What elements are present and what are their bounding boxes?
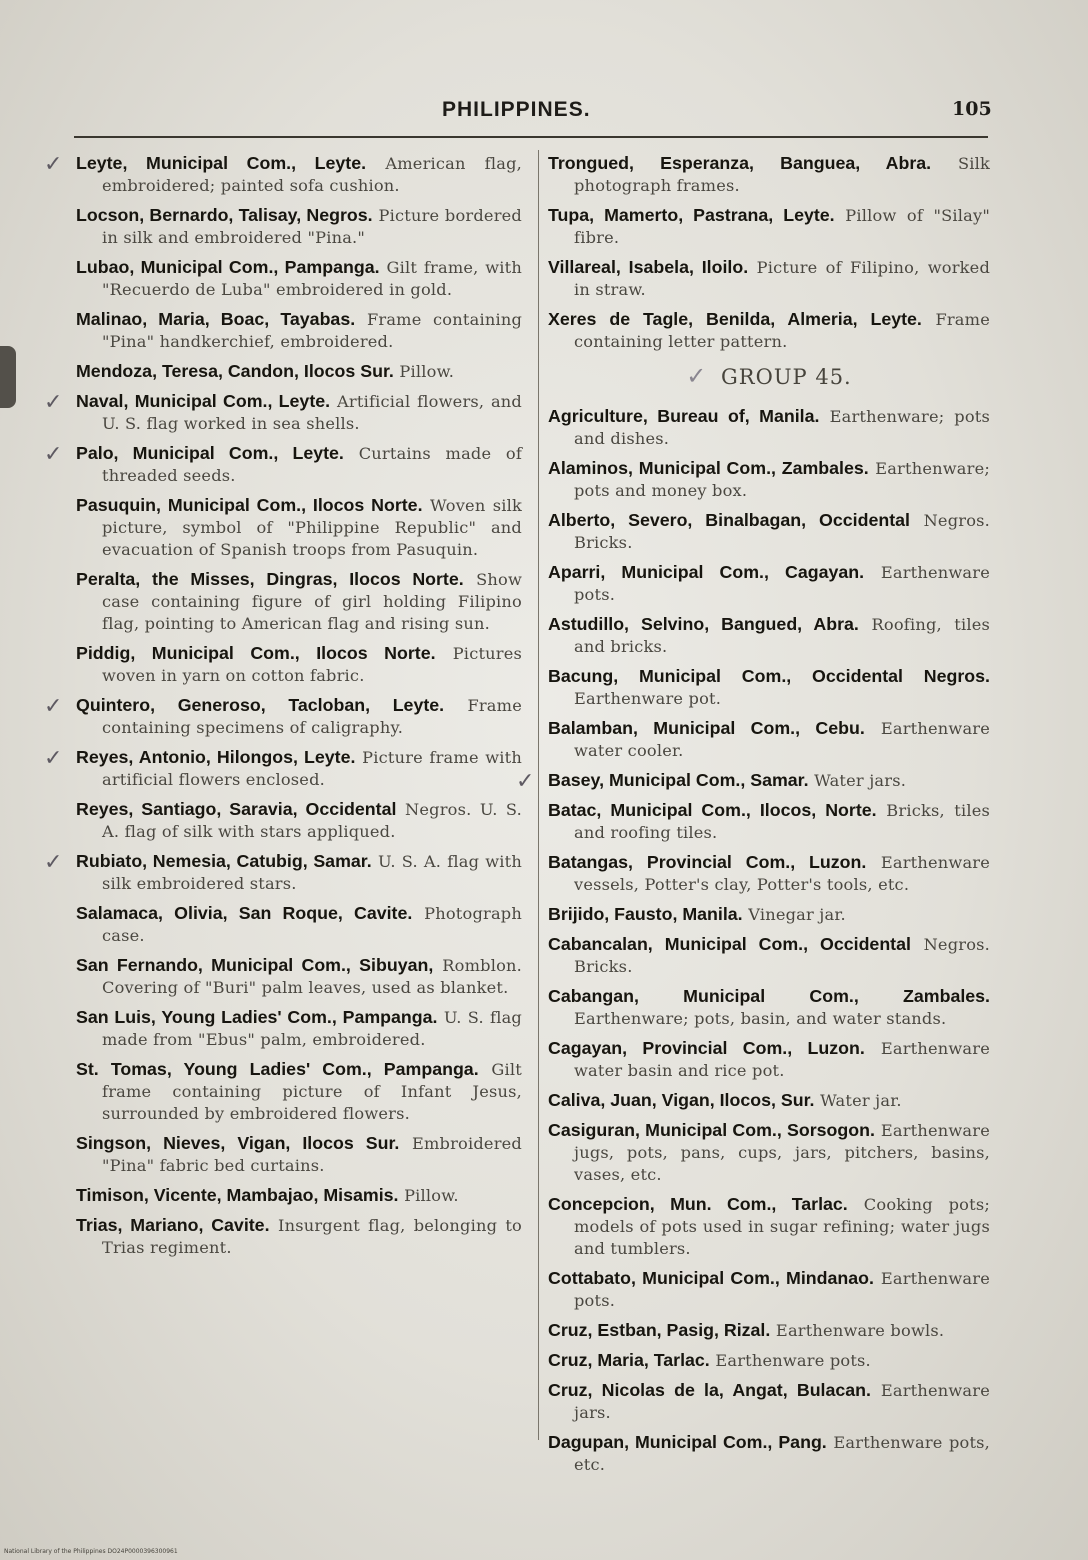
- exhibitor-name: Batac, Municipal Com., Ilocos, Norte.: [548, 800, 877, 820]
- exhibit-description: Negros. Bricks.: [574, 511, 991, 552]
- catalog-entry: [548, 903, 990, 926]
- check-mark-icon: ✓: [44, 850, 63, 875]
- exhibitor-name: Rubiato, Nemesia, Catubig, Samar.: [76, 851, 372, 871]
- catalog-entry: [76, 798, 522, 843]
- check-mark-icon: ✓: [44, 390, 63, 415]
- exhibit-description: U. S. A. flag with silk embroidered stars.: [102, 852, 523, 893]
- catalog-entry: [548, 1379, 990, 1424]
- catalog-entry: [44, 390, 522, 435]
- exhibitor-name: Naval, Municipal Com., Leyte.: [76, 391, 331, 411]
- exhibit-description: Cooking pots; models of pots used in sugar refining; water jugs and tumblers.: [574, 1195, 990, 1258]
- exhibit-description: Picture frame with artificial flowers enclosed.: [102, 748, 522, 789]
- page-header: [0, 98, 1088, 128]
- exhibit-description: Roofing, tiles and bricks.: [574, 615, 990, 656]
- exhibit-description: Frame containing specimens of caligraphy.: [102, 696, 522, 737]
- exhibit-description: Show case containing figure of girl holding Filipino flag, pointing to American flag and rising sun.: [102, 570, 522, 633]
- exhibitor-name: Reyes, Antonio, Hilongos, Leyte.: [76, 747, 356, 767]
- exhibit-description: U. S. flag made from "Ebus" palm, embroidered.: [102, 1008, 522, 1049]
- catalog-entry: [76, 642, 522, 687]
- exhibitor-name: Cruz, Nicolas de la, Angat, Bulacan.: [548, 1380, 871, 1400]
- exhibit-description: Earthenware pots.: [715, 1351, 871, 1370]
- check-mark-icon: ✓: [44, 442, 63, 467]
- exhibit-description: Vinegar jar.: [748, 905, 846, 924]
- exhibitor-name: San Luis, Young Ladies' Com., Pampanga.: [76, 1007, 438, 1027]
- exhibit-description: Water jar.: [820, 1091, 902, 1110]
- exhibit-description: Picture of Filipino, worked in straw.: [574, 258, 991, 299]
- catalog-entry: [548, 665, 990, 710]
- exhibitor-name: Astudillo, Selvino, Bangued, Abra.: [548, 614, 859, 634]
- catalog-entry: [548, 933, 990, 978]
- exhibit-description: Silk photograph frames.: [574, 154, 990, 195]
- exhibit-description: Insurgent flag, belonging to Trias regiment.: [102, 1216, 522, 1257]
- catalog-entry: [548, 1431, 990, 1476]
- catalog-entry: [548, 1319, 990, 1342]
- exhibit-description: Frame containing "Pina" handkerchief, embroidered.: [102, 310, 523, 351]
- exhibit-description: Artificial flowers, and U. S. flag worked in sea shells.: [102, 392, 522, 433]
- exhibit-description: Negros. Bricks.: [574, 935, 991, 976]
- exhibit-description: Picture bordered in silk and embroidered "Pina.": [102, 206, 522, 247]
- check-mark-icon: ✓: [44, 694, 63, 719]
- exhibitor-name: Caliva, Juan, Vigan, Ilocos, Sur.: [548, 1090, 815, 1110]
- exhibitor-name: Lubao, Municipal Com., Pampanga.: [76, 257, 380, 277]
- catalog-entry: [548, 1119, 990, 1186]
- exhibitor-name: Locson, Bernardo, Talisay, Negros.: [76, 205, 373, 225]
- catalog-entry: [44, 746, 522, 791]
- exhibitor-name: Reyes, Santiago, Saravia, Occidental: [76, 799, 397, 819]
- exhibitor-name: Bacung, Municipal Com., Occidental Negros.: [548, 666, 990, 686]
- exhibitor-name: Trongued, Esperanza, Banguea, Abra.: [548, 153, 932, 173]
- exhibit-description: Earthenware water basin and rice pot.: [574, 1039, 990, 1080]
- header-rule: [74, 136, 988, 138]
- exhibitor-name: Cabangan, Municipal Com., Zambales.: [548, 986, 990, 1006]
- exhibitor-name: Timison, Vicente, Mambajao, Misamis.: [76, 1185, 399, 1205]
- exhibitor-name: Salamaca, Olivia, San Roque, Cavite.: [76, 903, 413, 923]
- exhibitor-name: Quintero, Generoso, Tacloban, Leyte.: [76, 695, 445, 715]
- exhibitor-name: Cottabato, Municipal Com., Mindanao.: [548, 1268, 874, 1288]
- exhibit-description: Gilt frame, with "Recuerdo de Luba" embroidered in gold.: [102, 258, 522, 299]
- catalog-entry: [548, 613, 990, 658]
- exhibitor-name: Villareal, Isabela, Iloilo.: [548, 257, 749, 277]
- group-heading: [548, 362, 990, 390]
- exhibit-description: Water jars.: [814, 771, 907, 790]
- catalog-entry: [548, 308, 990, 353]
- catalog-entry: [548, 561, 990, 606]
- catalog-entry: [76, 308, 522, 353]
- exhibit-description: Curtains made of threaded seeds.: [102, 444, 523, 485]
- exhibitor-name: Cagayan, Provincial Com., Luzon.: [548, 1038, 865, 1058]
- exhibit-description: Bricks, tiles and roofing tiles.: [574, 801, 991, 842]
- catalog-entry: [44, 850, 523, 895]
- exhibitor-name: Cruz, Estban, Pasig, Rizal.: [548, 1320, 771, 1340]
- exhibit-description: Earthenware pots.: [574, 1269, 990, 1310]
- exhibit-description: Earthenware; pots and dishes.: [574, 407, 990, 448]
- exhibitor-name: St. Tomas, Young Ladies' Com., Pampanga.: [76, 1059, 479, 1079]
- exhibit-description: Frame containing letter pattern.: [574, 310, 990, 351]
- catalog-entry: [44, 694, 522, 739]
- exhibitor-name: Cruz, Maria, Tarlac.: [548, 1350, 710, 1370]
- exhibitor-name: Dagupan, Municipal Com., Pang.: [548, 1432, 827, 1452]
- exhibit-description: Romblon. Covering of "Buri" palm leaves, used as blanket.: [102, 956, 523, 997]
- exhibitor-name: Peralta, the Misses, Dingras, Ilocos Norte.: [76, 569, 464, 589]
- exhibit-description: Earthenware; pots, basin, and water stands.: [574, 1009, 947, 1028]
- exhibitor-name: Pasuquin, Municipal Com., Ilocos Norte.: [76, 495, 423, 515]
- exhibitor-name: Malinao, Maria, Boac, Tayabas.: [76, 309, 356, 329]
- exhibit-description: Earthenware; pots and money box.: [574, 459, 991, 500]
- catalog-entry: [548, 509, 990, 554]
- right-column: [516, 152, 991, 1483]
- catalog-entry: [548, 851, 990, 896]
- catalog-entry: [548, 152, 990, 197]
- exhibit-description: Pictures woven in yarn on cotton fabric.: [102, 644, 523, 685]
- exhibit-description: Negros. U. S. A. flag of silk with stars appliqued.: [102, 800, 522, 841]
- margin-ink-mark: [0, 346, 16, 408]
- exhibit-description: Pillow.: [404, 1186, 459, 1205]
- catalog-entry: [548, 985, 990, 1030]
- catalog-entry: [44, 152, 522, 197]
- right-column-top-entries: [548, 152, 990, 353]
- exhibitor-name: Singson, Nieves, Vigan, Ilocos Sur.: [76, 1133, 400, 1153]
- exhibitor-name: Agriculture, Bureau of, Manila.: [548, 406, 820, 426]
- check-mark-icon: ✓: [686, 362, 708, 390]
- catalog-entry: [548, 1089, 990, 1112]
- catalog-entry: [76, 256, 522, 301]
- catalog-entry: [76, 1006, 522, 1051]
- catalog-entry: [76, 1184, 522, 1207]
- exhibitor-name: Concepcion, Mun. Com., Tarlac.: [548, 1194, 848, 1214]
- exhibitor-name: Mendoza, Teresa, Candon, Ilocos Sur.: [76, 361, 394, 381]
- exhibit-description: Pillow.: [399, 362, 455, 381]
- page-number: 105: [952, 98, 992, 120]
- exhibit-description: Earthenware pot.: [574, 689, 722, 708]
- catalog-entry: [548, 405, 990, 450]
- exhibitor-name: Basey, Municipal Com., Samar.: [548, 770, 809, 790]
- catalog-entry: [548, 717, 990, 762]
- catalog-entry: [76, 1058, 522, 1125]
- exhibitor-name: Aparri, Municipal Com., Cagayan.: [548, 562, 865, 582]
- exhibitor-name: Brijido, Fausto, Manila.: [548, 904, 743, 924]
- exhibit-description: Pillow of "Silay" fibre.: [574, 206, 990, 247]
- catalog-entry: [548, 256, 990, 301]
- exhibit-description: Earthenware jars.: [574, 1381, 990, 1422]
- exhibit-description: Earthenware jugs, pots, pans, cups, jars, pitchers, basins, vases, etc.: [574, 1121, 990, 1184]
- exhibitor-name: Casiguran, Municipal Com., Sorsogon.: [548, 1120, 875, 1140]
- exhibitor-name: Piddig, Municipal Com., Ilocos Norte.: [76, 643, 436, 663]
- check-mark-icon: ✓: [44, 152, 63, 177]
- catalog-entry: [76, 902, 522, 947]
- catalog-entry: [76, 494, 522, 561]
- right-column-group-entries: [516, 405, 991, 1476]
- catalog-entry: [76, 360, 522, 383]
- exhibit-description: Earthenware pots, etc.: [574, 1433, 991, 1474]
- exhibit-description: American flag, embroidered; painted sofa cushion.: [102, 154, 522, 195]
- catalog-entry: [76, 1214, 522, 1259]
- running-head: PHILIPPINES.: [442, 98, 591, 121]
- exhibit-description: Earthenware pots.: [574, 563, 990, 604]
- catalog-entry: [548, 799, 990, 844]
- catalog-entry: [548, 204, 990, 249]
- exhibitor-name: Batangas, Provincial Com., Luzon.: [548, 852, 867, 872]
- exhibit-description: Embroidered "Pina" fabric bed curtains.: [102, 1134, 522, 1175]
- exhibitor-name: Alberto, Severo, Binalbagan, Occidental: [548, 510, 910, 530]
- exhibit-description: Earthenware water cooler.: [574, 719, 991, 760]
- check-mark-icon: ✓: [516, 769, 535, 794]
- exhibit-description: Woven silk picture, symbol of "Philippine Republic" and evacuation of Spanish troops from Pasuquin.: [102, 496, 522, 559]
- catalog-entry: [548, 1349, 990, 1372]
- exhibitor-name: Balamban, Municipal Com., Cebu.: [548, 718, 865, 738]
- exhibit-description: Photograph case.: [102, 904, 522, 945]
- exhibit-description: Earthenware vessels, Potter's clay, Potter's tools, etc.: [574, 853, 991, 894]
- exhibitor-name: Trias, Mariano, Cavite.: [76, 1215, 270, 1235]
- exhibitor-name: Palo, Municipal Com., Leyte.: [76, 443, 344, 463]
- exhibitor-name: Xeres de Tagle, Benilda, Almeria, Leyte.: [548, 309, 922, 329]
- exhibit-description: Gilt frame containing picture of Infant Jesus, surrounded by embroidered flowers.: [102, 1060, 522, 1123]
- catalog-entry: [76, 204, 522, 249]
- column-divider: [538, 150, 539, 1440]
- catalog-entry: [548, 1267, 990, 1312]
- exhibit-description: Earthenware bowls.: [775, 1321, 945, 1340]
- exhibitor-name: San Fernando, Municipal Com., Sibuyan,: [76, 955, 434, 975]
- catalog-entry: [516, 769, 990, 794]
- left-column: [44, 152, 523, 1266]
- catalog-entry: [44, 442, 523, 487]
- catalog-entry: [76, 1132, 522, 1177]
- exhibitor-name: Alaminos, Municipal Com., Zambales.: [548, 458, 869, 478]
- footer-credit: National Library of the Philippines DO24P0000396300961: [4, 1548, 178, 1555]
- group-heading-text: GROUP 45.: [721, 365, 852, 389]
- exhibitor-name: Leyte, Municipal Com., Leyte.: [76, 153, 367, 173]
- check-mark-icon: ✓: [44, 746, 63, 771]
- catalog-entry: [548, 457, 990, 502]
- catalog-entry: [548, 1037, 990, 1082]
- catalog-entry: [548, 1193, 990, 1260]
- exhibitor-name: Cabancalan, Municipal Com., Occidental: [548, 934, 911, 954]
- catalog-entry: [76, 568, 522, 635]
- exhibitor-name: Tupa, Mamerto, Pastrana, Leyte.: [548, 205, 835, 225]
- catalog-entry: [76, 954, 522, 999]
